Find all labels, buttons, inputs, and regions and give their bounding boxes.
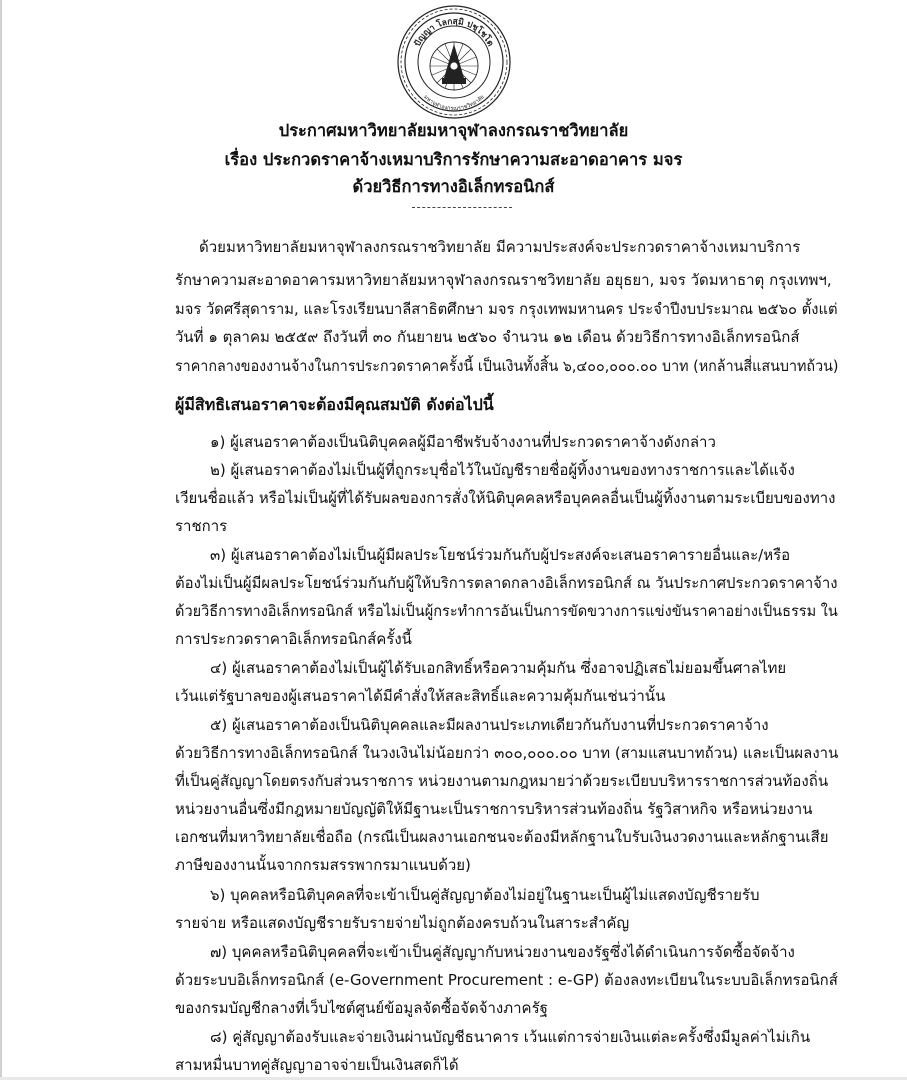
dharma-wheel-icon	[430, 42, 478, 90]
svg-text:มหาจุฬาลงกรณราชวิทยาลัย	[422, 94, 485, 112]
intro-line: ด้วยมหาวิทยาลัยมหาจุฬาลงกรณราชวิทยาลัย มีความประสงค์จะประกวดราคาจ้างเหมาบริการ	[199, 238, 801, 256]
qualification-item-8-cont: สามหมื่นบาทคู่สัญญาอาจจ่ายเป็นเงินสดก็ได้	[175, 1056, 459, 1074]
qualification-item-1: ๑) ผู้เสนอราคาต้องเป็นนิติบุคคลผู้มีอาชีพรับจ้างงานที่ประกวดราคาจ้างดังกล่าว	[210, 433, 716, 451]
qualification-item-3: ๓) ผู้เสนอราคาต้องไม่เป็นผู้มีผลประโยชน์ร่วมกันกับผู้ประสงค์จะเสนอราคารายอื่นและ/หรือ	[210, 546, 791, 564]
qualification-item-5: ๕) ผู้เสนอราคาต้องเป็นนิติบุคคลและมีผลงานประเภทเดียวกันกับงานที่ประกวดราคาจ้าง	[210, 716, 769, 734]
qualification-item-3-cont: ด้วยวิธีการทางอิเล็กทรอนิกส์ หรือไม่เป็นผู้กระทำการอันเป็นการขัดขวางการแข่งขันราคาอย่างเป็นธรรม ใน	[175, 602, 838, 620]
qualification-item-3-cont: ต้องไม่เป็นผู้มีผลประโยชน์ร่วมกันกับผู้ให้บริการตลาดกลางอิเล็กทรอนิกส์ ณ วันประกาศประกวดราคาจ้าง	[175, 574, 838, 592]
intro-line: วันที่ ๑ ตุลาคม ๒๕๕๙ ถึงวันที่ ๓๐ กันยายน ๒๕๖๐ จำนวน ๑๒ เดือน ด้วยวิธีการทางอิเล็กทรอนิกส์	[175, 328, 800, 346]
qualification-item-5-cont: เอกชนที่มหาวิทยาลัยเชื่อถือ (กรณีเป็นผลงานเอกชนจะต้องมีหลักฐานใบรับเงินงวดงานและหลักฐานเสีย	[175, 828, 829, 846]
qualification-item-2-cont: ราชการ	[175, 517, 228, 535]
university-seal	[396, 4, 512, 120]
svg-text:ปัญญา โลกสฺมิ ปชฺโชโต	[412, 16, 495, 48]
announcement-title: ประกาศมหาวิทยาลัยมหาจุฬาลงกรณราชวิทยาลัย	[278, 121, 629, 140]
qualification-item-5-cont: หน่วยงานอื่นซึ่งมีกฎหมายบัญญัติให้มีฐานะเป็นราชการบริหารส่วนท้องถิ่น รัฐวิสาหกิจ หรือหน่วยงาน	[175, 800, 813, 818]
announcement-subject: เรื่อง ประกวดราคาจ้างเหมาบริการรักษาความสะอาดอาคาร มจร	[224, 150, 683, 169]
intro-line: รักษาความสะอาดอาคารมหาวิทยาลัยมหาจุฬาลงกรณราชวิทยาลัย อยุธยา, มจร วัดมหาธาตุ กรุงเทพฯ,	[175, 271, 832, 289]
qualification-item-4: ๔) ผู้เสนอราคาต้องไม่เป็นผู้ได้รับเอกสิทธิ์หรือความคุ้มกัน ซึ่งอาจปฏิเสธไม่ยอมขึ้นศาลไทย	[210, 659, 787, 677]
header-separator	[412, 207, 512, 208]
qualification-item-6-cont: รายจ่าย หรือแสดงบัญชีรายรับรายจ่ายไม่ถูกต้องครบถ้วนในสาระสำคัญ	[175, 914, 630, 932]
qualification-item-4-cont: เว้นแต่รัฐบาลของผู้เสนอราคาได้มีคำสั่งให้สละสิทธิ์และความคุ้มกันเช่นว่านั้น	[175, 687, 666, 705]
qualifications-heading: ผู้มีสิทธิเสนอราคาจะต้องมีคุณสมบัติ ดังต่อไปนี้	[175, 395, 494, 414]
qualification-item-5-cont: ที่เป็นคู่สัญญาโดยตรงกับส่วนราชการ หน่วยงานตามกฎหมายว่าด้วยระเบียบบริหารราชการส่วนท้องถิ่น	[175, 772, 829, 790]
qualification-item-2-cont: เวียนชื่อแล้ว หรือไม่เป็นผู้ที่ได้รับผลของการสั่งให้นิติบุคคลหรือบุคคลอื่นเป็นผู้ทิ้งงานตามระเบียบของทาง	[175, 489, 836, 507]
qualification-item-6: ๖) บุคคลหรือนิติบุคคลที่จะเข้าเป็นคู่สัญญาต้องไม่อยู่ในฐานะเป็นผู้ไม่แสดงบัญชีรายรับ	[210, 886, 760, 904]
qualification-item-5-cont: ด้วยวิธีการทางอิเล็กทรอนิกส์ ในวงเงินไม่น้อยกว่า ๓๐๐,๐๐๐.๐๐ บาท (สามแสนบาทถ้วน) และเป็นผลงาน	[175, 744, 839, 762]
qualification-item-5-cont: ภาษีของงานนั้นจากกรมสรรพากรมาแนบด้วย)	[175, 856, 471, 874]
announcement-method: ด้วยวิธีการทางอิเล็กทรอนิกส์	[352, 177, 555, 196]
qualification-item-7-cont: ด้วยระบบอิเล็กทรอนิกส์ (e-Government Procurement : e-GP) ต้องลงทะเบียนในระบบอิเล็กทรอนิกส์	[175, 971, 838, 989]
qualification-item-3-cont: การประกวดราคาอิเล็กทรอนิกส์ครั้งนี้	[175, 630, 412, 648]
qualification-item-7: ๗) บุคคลหรือนิติบุคคลที่จะเข้าเป็นคู่สัญญากับหน่วยงานของรัฐซึ่งได้ดำเนินการจัดซื้อจัดจ้าง	[210, 943, 795, 961]
qualification-item-7-cont: ของกรมบัญชีกลางที่เว็บไซต์ศูนย์ข้อมูลจัดซื้อจัดจ้างภาครัฐ	[175, 999, 548, 1017]
seal-ring-text: ปัญญา โลกสฺมิ ปชฺโชโต	[412, 16, 496, 49]
qualification-item-2: ๒) ผู้เสนอราคาต้องไม่เป็นผู้ที่ถูกระบุชื่อไว้ในบัญชีรายชื่อผู้ทิ้งงานของทางราชการและได้แจ้ง	[210, 461, 795, 479]
intro-line: ราคากลางของงานจ้างในการประกวดราคาครั้งนี้ เป็นเงินทั้งสิ้น ๖,๔๐๐,๐๐๐.๐๐ บาท (หกล้านสี่แสนบาทถ้วน)	[175, 357, 839, 375]
qualification-item-8: ๘) คู่สัญญาต้องรับและจ่ายเงินผ่านบัญชีธนาคาร เว้นแต่การจ่ายเงินแต่ละครั้งซึ่งมีมูลค่าไม่เกิน	[210, 1028, 811, 1046]
intro-line: มจร วัดศรีสุดาราม, และโรงเรียนบาลีสาธิตศึกษา มจร กรุงเทพมหานคร ประจำปีงบประมาณ ๒๕๖๐ ตั้งแต่	[175, 300, 838, 318]
seal-lower-text: มหาจุฬาลงกรณราชวิทยาลัย	[422, 94, 486, 113]
